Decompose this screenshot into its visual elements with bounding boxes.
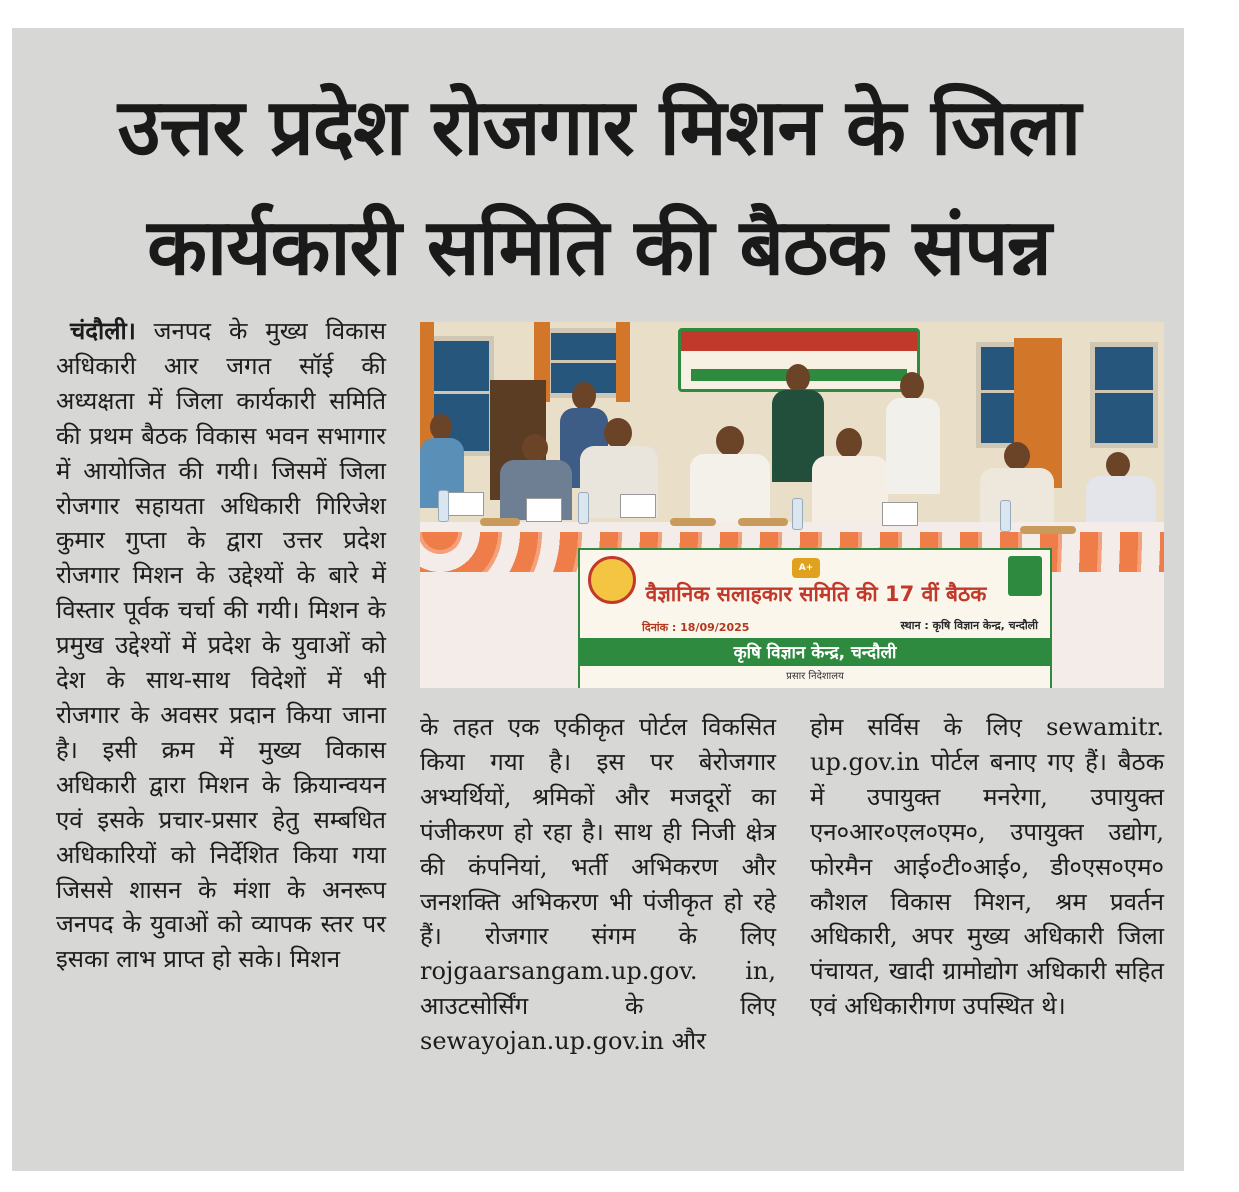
headline-line-1: उत्तर प्रदेश रोजगार मिशन के जिला (117, 83, 1081, 173)
article-column-2: के तहत एक एकीकृत पोर्टल विकसित किया गया है। इस पर बेरोजगार अभ्यर्थियों, श्रमिकों और मजदूरों का पंजीकरण हो रहा है। साथ ही निजी क्षेत्र की कंपनियां, भर्ती अभिकरण और जनशक्ति अभिकरण भी पंजीकृत हो रहे हैं। रोजगार संगम के लिए rojgaarsangam.up.gov. in, आउटसोर्सिंग के लिए sewayojan.up.gov.in और (420, 713, 776, 1056)
banner-title: वैज्ञानिक सलाहकार समिति की 17 वीं बैठक (645, 582, 987, 606)
photo-curtain (616, 322, 630, 402)
plate (738, 518, 788, 526)
meeting-photo (420, 322, 1164, 688)
water-bottle (792, 498, 803, 530)
nameplate (620, 494, 656, 518)
nameplate (448, 492, 484, 516)
plate (480, 518, 520, 526)
banner-date: दिनांक : 18/09/2025 (642, 621, 750, 634)
water-bottle (438, 490, 449, 522)
photo-window-right (1090, 342, 1158, 448)
naac-badge: A+ (792, 558, 820, 578)
article-column-1 (56, 314, 386, 977)
plate (670, 518, 716, 526)
dateline: चंदौली। (70, 317, 136, 345)
water-bottle (578, 492, 589, 524)
article-column-3: होम सर्विस के लिए sewamitr. up.gov.in पोर्टल बनाए गए हैं। बैठक में उपायुक्त मनरेगा, उपायुक्त एन०आर०एल०एम०, उपायुक्त उद्योग, फोरमैन आई०टी०आई०, डी०एस०एम० कौशल विकास मिशन, श्रम प्रवर्तन अधिकारी, अपर मुख्य अधिकारी जिला पंचायत, खादी ग्रामोद्योग अधिकारी सहित एवं अधिकारीगण उपस्थित थे। (810, 713, 1164, 1021)
plate (1020, 526, 1076, 534)
front-banner (578, 548, 1052, 688)
banner-kvk: कृषि विज्ञान केन्द्र, चन्दौली (733, 643, 897, 663)
headline-line-2: कार्यकारी समिति की बैठक संपन्न (147, 203, 1051, 293)
water-bottle (1000, 500, 1011, 532)
nameplate (882, 502, 918, 526)
banner-place: स्थान : कृषि विज्ञान केन्द्र, चन्दौली (900, 619, 1038, 632)
article-column-1-text: जनपद के मुख्य विकास अधिकारी आर जगत सॉई की अध्यक्षता में जिला कार्यकारी समिति की प्रथम बैठक विकास भवन सभागार में आयोजित की गयी। जिसमें जिला रोजगार सहायता अधिकारी गिरिजेश कुमार गुप्ता के द्वारा उत्तर प्रदेश रोजगार मिशन के उद्देश्यों के बारे में विस्तार पूर्वक चर्चा की गयी। मिशन के प्रमुख उद्देश्यों में प्रदेश के युवाओं को देश के साथ-साथ विदेशों में भी रोजगार के अवसर प्रदान किया जाना है। इसी क्रम में मुख्य विकास अधिकारी द्वारा मिशन के क्रियान्वयन एवं इसके प्रचार-प्रसार हेतु सम्बधित अधिकारियों को निर्देशित किया गया जिससे शासन के मंशा के अनरूप जनपद के युवाओं को व्यापक स्तर पर इसका लाभ प्राप्त हो सके। मिशन (56, 317, 386, 974)
banner-subtitle: प्रसार निदेशालय (786, 671, 844, 682)
nameplate (526, 498, 562, 522)
